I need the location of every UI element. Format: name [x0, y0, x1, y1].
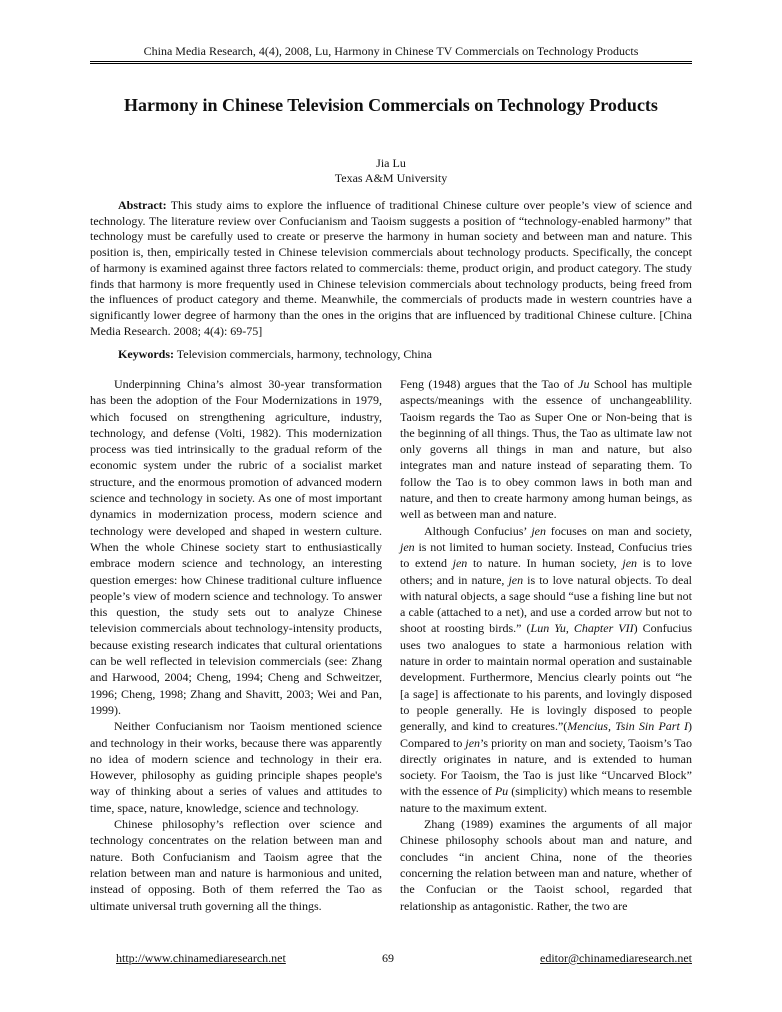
keywords-text: Television commercials, harmony, technology, China [174, 347, 432, 361]
text-run: Although Confucius’ [424, 523, 532, 538]
right-paragraph-1 [400, 376, 692, 523]
left-column [90, 376, 382, 914]
left-paragraph-2: Neither Confucianism nor Taoism mentioned science and technology in their works, because there was apparently no idea of modern science and technology in their era. However, philosophy as guiding principle shapes people's way of thinking about a series of values and attitudes to time, space, nature, knowledge, science and technology. [90, 719, 382, 815]
text-run: (simplicity) which means to resemble nature to the maximum extent. [400, 784, 692, 815]
italic-jen: jen [465, 735, 481, 750]
left-paragraph-3: Chinese philosophy’s reflection over science and technology concentrates on the relation between man and nature. Both Confucianism and Taoism agree that the relation between man and nature is harmonious and united, instead of opposing. Both of them referred the Tao as ultimate universal truth governing all the things. [90, 817, 382, 913]
abstract-label: Abstract: [118, 198, 167, 212]
left-paragraph-1: Underpinning China’s almost 30-year transformation has been the adoption of the Four Modernizations in 1979, which focused on strengthening agriculture, industry, technology, and defense (Volti, 1982). This modernization process was tied intrinsically to the gradual reform of the economic system under the rubric of a socialist market structure, and the enormous promotion of advanced modern science and technology in society. As one of most important dynamics in modernization process, modern science and technology were developed and shaped in western culture. When the whole Chinese society start to enthusiastically embrace modern science and technology, an interesting question emerges: how Chinese traditional culture influence people’s view of modern science and technology. To answer this question, the study sets out to analyze Chinese television commercials about technology-intensity products, because existing research indicates that cultural orientations can be well reflected in television commercials (see: Zhang and Harwood, 2004; Cheng, 1994; Cheng and Schweitzer, 1996; Cheng, 1998; Zhang and Shavitt, 2003; Wei and Pan, 1999). [90, 377, 382, 717]
right-column [400, 376, 692, 914]
abstract [90, 198, 692, 339]
abstract-text: This study aims to explore the influence of traditional Chinese culture over people’s view of science and technology. The literature review over Confucianism and Taoism suggests a position of “technology-enabled harmony” that technology must be carefully used to create or preserve the harmony in human society and between man and nature. This position is, then, empirically tested in Chinese television commercials about technology products. Specifically, the concept of harmony is examined against three factors related to commercials: theme, product origin, and product category. The study finds that harmony is more frequently used in Chinese television commercials about technology products, being freed from the influences of product category and theme. Meanwhile, the commercials of products made in western countries have a significantly lower degree of harmony than the ones in the origins that are influenced by traditional Chinese culture. [China Media Research. 2008; 4(4): 69-75] [90, 198, 692, 338]
paper-title: Harmony in Chinese Television Commercials on Technology Products [124, 95, 658, 115]
italic-mencius: Mencius, Tsin Sin Part I [567, 719, 688, 734]
keywords-label: Keywords: [118, 347, 174, 361]
italic-lun-yu: Lun Yu, Chapter VII [530, 621, 634, 636]
header-rule [90, 61, 692, 64]
italic-jen: jen [531, 523, 546, 538]
author-affiliation: Texas A&M University [334, 171, 448, 185]
text-run: Feng (1948) argues that the Tao of [400, 377, 579, 391]
right-paragraph-3: Zhang (1989) examines the arguments of all major Chinese philosophy schools about man and nature, and concludes “in ancient China, none of the theories concerning the relation between man and nature, whether of the Confucian or the Taoist school, regarded that relationship as antagonistic. Rather, the two are [400, 817, 692, 913]
text-run: ) Confucius uses two analogues to state a harmonious relation with nature in order to maintain normal operation and sustainable development. Furthermore, Mencius clearly points out “he [a sage] is affectionate to his parents, and lovingly disposed to people generally. He is lovingly disposed to people generally, and kind to creatures.”( [400, 621, 693, 734]
italic-jen: jen [400, 539, 415, 554]
text-run: is not limited to human society. Instead, Confucius tries to extend [400, 539, 692, 571]
footer-website-link[interactable]: http://www.chinamediaresearch.net [116, 951, 286, 965]
italic-ju: Ju [578, 377, 590, 391]
italic-jen: jen [622, 556, 638, 571]
text-run: School has multiple aspects/meanings with the essence of unchangeablility. Taoism regards the Tao as Super One or Non-being that is the beginning of all things. Thus, the Tao as ultimate law not only governs all things in man and nature, but also integrates man and nature instead of separating them. To follow the Tao is to obey common laws in both man and nature, and then to create harmony among human beings, as well as between man and nature. [400, 377, 692, 522]
text-run: ) Compared to [400, 719, 692, 750]
footer-email-link[interactable]: editor@chinamediaresearch.net [540, 951, 692, 965]
text-run: is to love others; and in nature, [400, 556, 693, 587]
author-name: Jia Lu [376, 156, 406, 170]
text-run: is to love natural objects. To deal with natural objects, a sage should “use a fishing line but not a cable (attached to a net), and use a corded arrow but not to shoot at roosting birds.” ( [400, 572, 692, 636]
italic-jen: jen [508, 572, 524, 587]
right-paragraph-2 [400, 523, 692, 816]
page-number: 69 [382, 951, 394, 965]
author-block [90, 156, 692, 186]
text-run: focuses on man and society, [545, 523, 692, 538]
running-header: China Media Research, 4(4), 2008, Lu, Harmony in Chinese TV Commercials on Technology Products [143, 44, 639, 58]
italic-jen: jen [452, 556, 468, 571]
keywords [90, 347, 692, 362]
text-run: to nature. In human society, [467, 556, 623, 571]
text-run: ’s priority on man and society, Taoism’s Tao directly originates in nature, and is extended to human society. For Taoism, the Tao is just like “Uncarved Block” with the essence of [400, 735, 692, 799]
italic-pu: Pu [494, 784, 509, 799]
